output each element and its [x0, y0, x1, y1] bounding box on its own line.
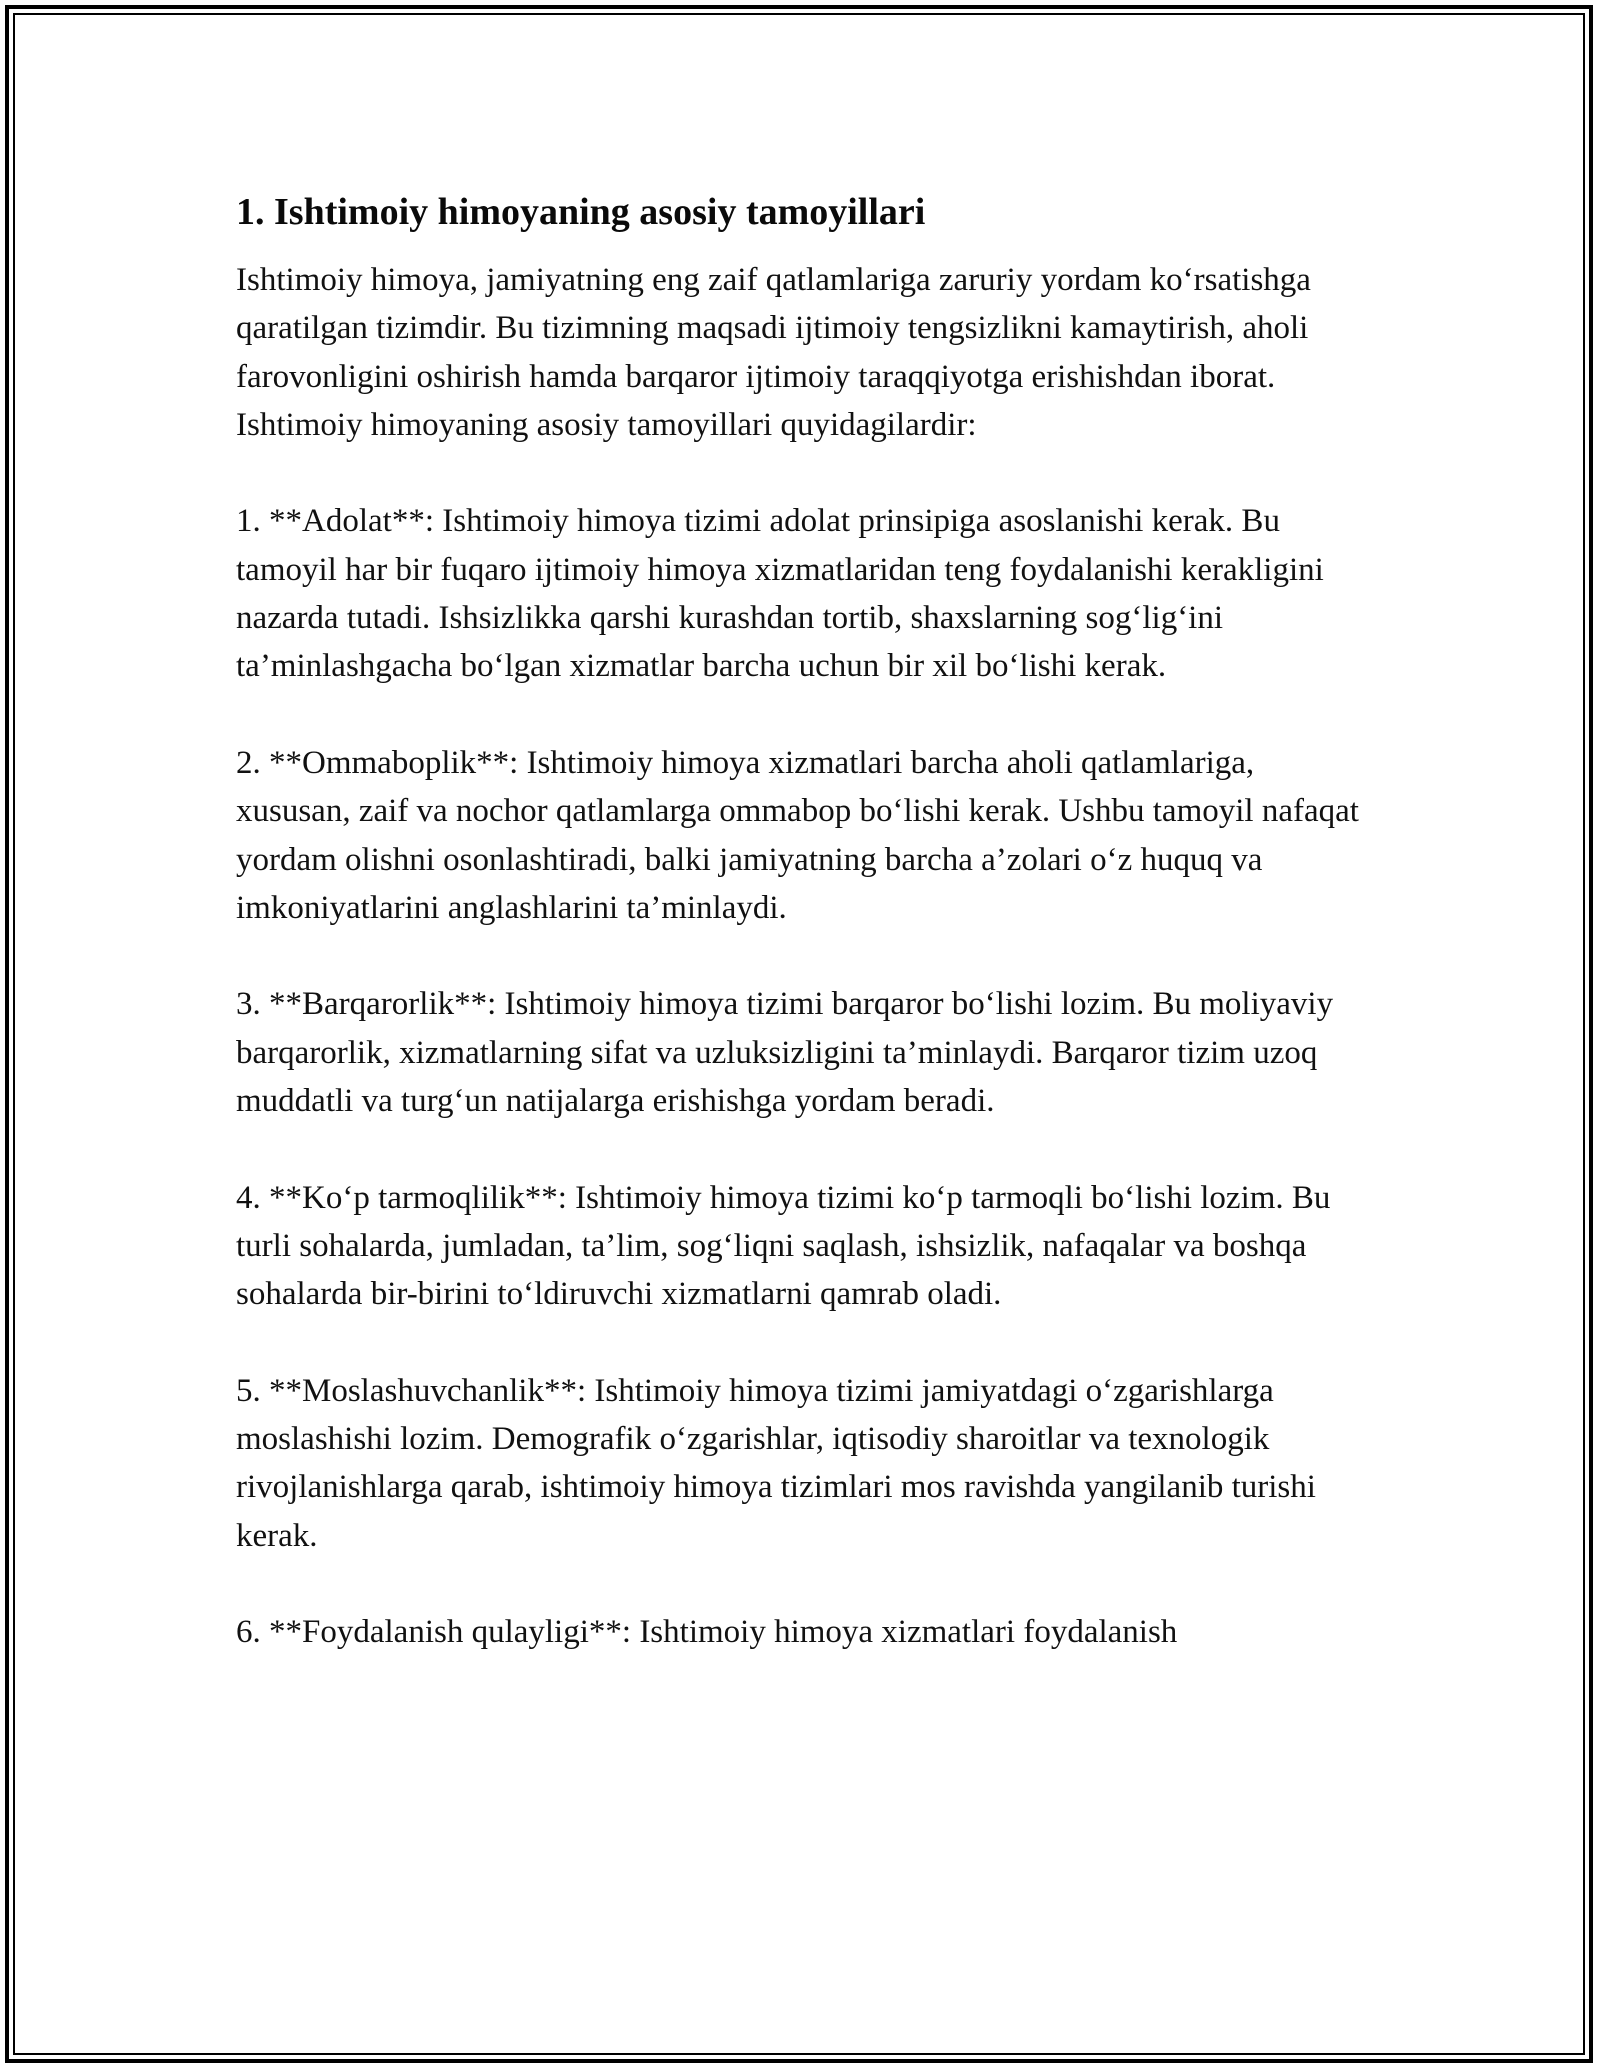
principle-kop-tarmoqlilik: 4. **Ko‘p tarmoqlilik**: Ishtimoiy himoya tizimi ko‘p tarmoqli bo‘lishi lozim. Bu turli sohalarda, jumladan, ta’lim, sog‘liqni saqlash, ishsizlik, nafaqalar va boshqa sohalarda bir-birini to‘ldiruvchi xizmatlarni qamrab oladi. [236, 1179, 1331, 1313]
principle-adolat: 1. **Adolat**: Ishtimoiy himoya tizimi adolat prinsipiga asoslanishi kerak. Bu tamoyil har bir fuqaro ijtimoiy himoya xizmatlaridan teng foydalanishi kerakligini nazarda tutadi. Ishsizlikka qarshi kurashdan tortib, shaxslarning sog‘lig‘ini ta’minlashgacha bo‘lgan xizmatlar barcha uchun bir xil bo‘lishi kerak. [236, 503, 1324, 685]
principle-foydalanish-qulayligi: 6. **Foydalanish qulayligi**: Ishtimoiy himoya xizmatlari foydalanish [236, 1614, 1178, 1651]
principle-barqarorlik: 3. **Barqarorlik**: Ishtimoiy himoya tizimi barqaror bo‘lishi lozim. Bu moliyaviy barqarorlik, xizmatlarning sifat va uzluksizligini ta’minlaydi. Barqaror tizim uzoq muddatli va turg‘un natijalarga erishishga yordam beradi. [236, 986, 1334, 1120]
document-body [236, 188, 1376, 1705]
section-heading: 1. Ishtimoiy himoyaning asosiy tamoyillari [236, 191, 926, 233]
principle-ommaboplik: 2. **Ommaboplik**: Ishtimoiy himoya xizmatlari barcha aholi qatlamlariga, xususan, zaif va nochor qatlamlarga ommabop bo‘lishi kerak. Ushbu tamoyil nafaqat yordam olishni osonlashtiradi, balki jamiyatning barcha a’zolari o‘z huquq va imkoniyatlarini anglashlarini ta’minlaydi. [236, 744, 1359, 926]
intro-paragraph: Ishtimoiy himoya, jamiyatning eng zaif qatlamlariga zaruriy yordam ko‘rsatishga qaratilgan tizimdir. Bu tizimning maqsadi ijtimoiy tengsizlikni kamaytirish, aholi farovonligini oshirish hamda barqaror ijtimoiy taraqqiyotga erishishdan iborat. Ishtimoiy himoyaning asosiy tamoyillari quyidagilardir: [236, 262, 1311, 443]
principle-moslashuvchanlik: 5. **Moslashuvchanlik**: Ishtimoiy himoya tizimi jamiyatdagi o‘zgarishlarga moslashishi lozim. Demografik o‘zgarishlar, iqtisodiy sharoitlar va texnologik rivojlanishlarga qarab, ishtimoiy himoya tizimlari mos ravishda yangilanib turishi kerak. [236, 1372, 1316, 1554]
